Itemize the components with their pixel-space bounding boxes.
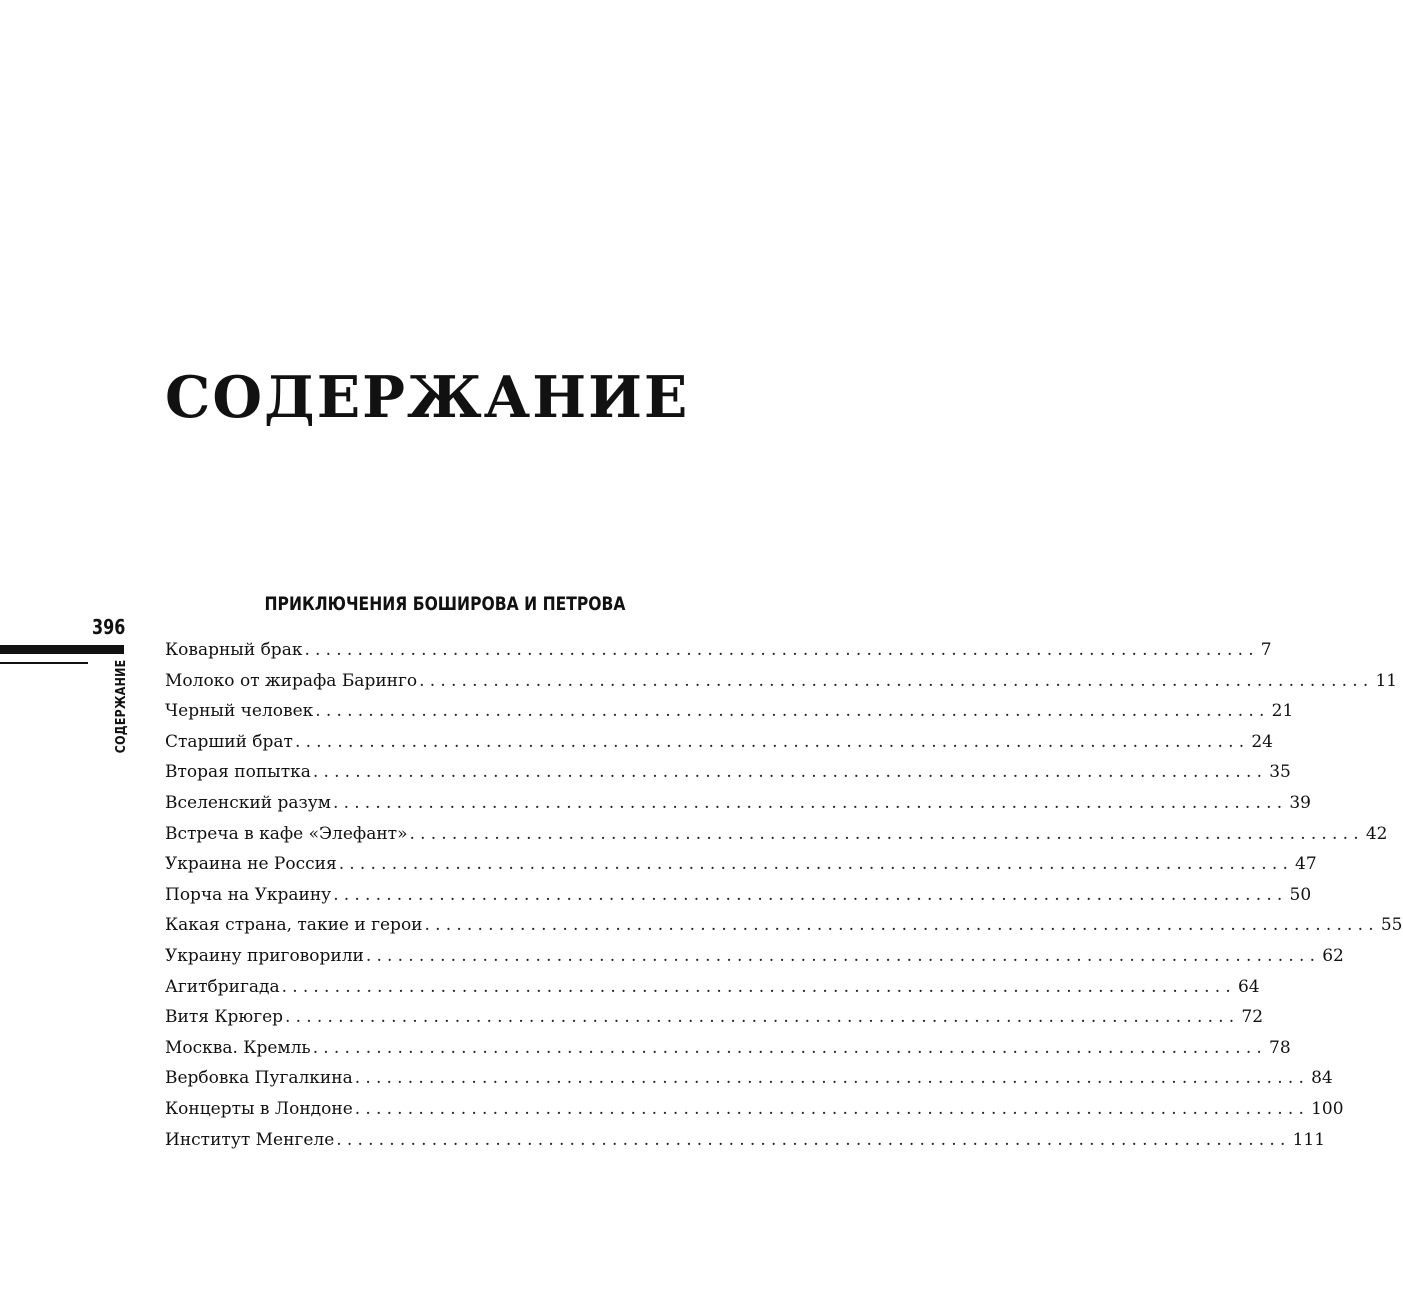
page-title: СОДЕРЖАНИЕ: [165, 364, 690, 431]
toc-entry-leader: ..........................................................................................: [336, 1129, 1291, 1150]
toc-entry-title: Черный человек: [165, 701, 314, 722]
toc-entry[interactable]: [165, 941, 1344, 972]
toc-entry-page: 50: [1289, 884, 1312, 905]
toc-entry[interactable]: [165, 1063, 1333, 1094]
toc-entry[interactable]: [165, 635, 1272, 666]
toc-entry-page: 39: [1289, 792, 1311, 813]
toc-entry-title: Вербовка Пугалкина: [165, 1068, 353, 1089]
toc-entry-page: 11: [1375, 670, 1398, 691]
toc-entry-leader: ..........................................................................................: [333, 884, 1288, 905]
toc-entry-leader: ..........................................................................................: [424, 915, 1379, 936]
toc-entry-page: 100: [1311, 1098, 1344, 1119]
toc-entry-title: Молоко от жирафа Баринго: [165, 670, 418, 691]
toc-entry-leader: ..........................................................................................: [354, 1068, 1310, 1089]
toc-entry[interactable]: [165, 757, 1291, 788]
toc-entry-leader: ..........................................................................................: [419, 670, 1374, 691]
toc-entry-leader: ..........................................................................................: [354, 1098, 1310, 1119]
toc-entry-page: 62: [1322, 945, 1344, 966]
toc-entry-leader: ..........................................................................................: [409, 823, 1364, 844]
toc-entry-title: Агитбригада: [165, 976, 280, 997]
toc-entry-title: Встреча в кафе «Элефант»: [165, 823, 408, 844]
toc-entry-title: Институт Менгеле: [165, 1129, 335, 1150]
toc-entry[interactable]: [165, 1002, 1264, 1033]
toc-entry-page: 24: [1251, 731, 1273, 752]
toc-entry-title: Концерты в Лондоне: [165, 1098, 353, 1119]
toc-entry-leader: ..........................................................................................: [285, 1007, 1240, 1028]
section-heading: ПРИКЛЮЧЕНИЯ БОШИРОВА И ПЕТРОВА: [264, 593, 626, 615]
toc-entry-leader: ..........................................................................................: [333, 792, 1288, 813]
toc-entry[interactable]: [165, 788, 1311, 819]
toc-entry-title: Коварный брак: [165, 640, 303, 660]
toc-list: [165, 635, 1403, 1155]
toc-entry-page: 64: [1237, 976, 1260, 997]
toc-entry[interactable]: [165, 1125, 1326, 1156]
toc-entry-leader: ..........................................................................................: [338, 854, 1294, 875]
toc-entry-leader: ..........................................................................................: [281, 976, 1236, 997]
toc-entry-title: Старший брат: [165, 731, 293, 752]
toc-entry-page: 55: [1380, 915, 1403, 936]
toc-entry-title: Витя Крюгер: [165, 1007, 284, 1028]
toc-entry-leader: ..........................................................................................: [365, 945, 1321, 966]
toc-entry[interactable]: [165, 666, 1398, 697]
toc-entry-page: 7: [1260, 640, 1272, 660]
page-number: 396: [92, 615, 126, 639]
toc-entry-title: Вселенский разум: [165, 792, 331, 813]
toc-entry-leader: ..........................................................................................: [315, 701, 1270, 722]
toc-entry-title: Москва. Кремль: [165, 1037, 311, 1058]
toc-entry-page: 47: [1295, 854, 1317, 875]
toc-entry-page: 42: [1365, 823, 1388, 844]
toc-entry[interactable]: [165, 1094, 1344, 1125]
toc-entry[interactable]: [165, 727, 1273, 758]
toc-entry-title: Какая страна, такие и герои: [165, 915, 423, 936]
toc-entry-page: 35: [1269, 762, 1291, 783]
margin-rule: [0, 662, 88, 664]
toc-entry-page: 21: [1271, 701, 1294, 722]
toc-entry-page: 111: [1292, 1129, 1326, 1150]
toc-entry-title: Вторая попытка: [165, 762, 311, 783]
toc-entry[interactable]: [165, 910, 1403, 941]
toc-entry[interactable]: [165, 1033, 1291, 1064]
toc-entry-leader: ..........................................................................................: [312, 762, 1268, 783]
toc-entry-page: 78: [1269, 1037, 1291, 1058]
margin-bar: [0, 645, 124, 654]
toc-entry[interactable]: [165, 972, 1260, 1003]
running-head: СОДЕРЖАНИЕ: [114, 659, 129, 754]
toc-entry-page: 72: [1241, 1007, 1264, 1028]
toc-entry-title: Украину приговорили: [165, 945, 364, 966]
toc-entry-leader: ..........................................................................................: [304, 640, 1259, 660]
toc-entry-page: 84: [1311, 1068, 1333, 1089]
toc-entry[interactable]: [165, 849, 1317, 880]
toc-entry-leader: ..........................................................................................: [294, 731, 1250, 752]
toc-entry-title: Порча на Украину: [165, 884, 332, 905]
toc-entry-leader: ..........................................................................................: [312, 1037, 1268, 1058]
toc-entry[interactable]: [165, 696, 1294, 727]
toc-entry-title: Украина не Россия: [165, 854, 337, 875]
toc-entry[interactable]: [165, 880, 1312, 911]
toc-entry[interactable]: [165, 819, 1388, 850]
